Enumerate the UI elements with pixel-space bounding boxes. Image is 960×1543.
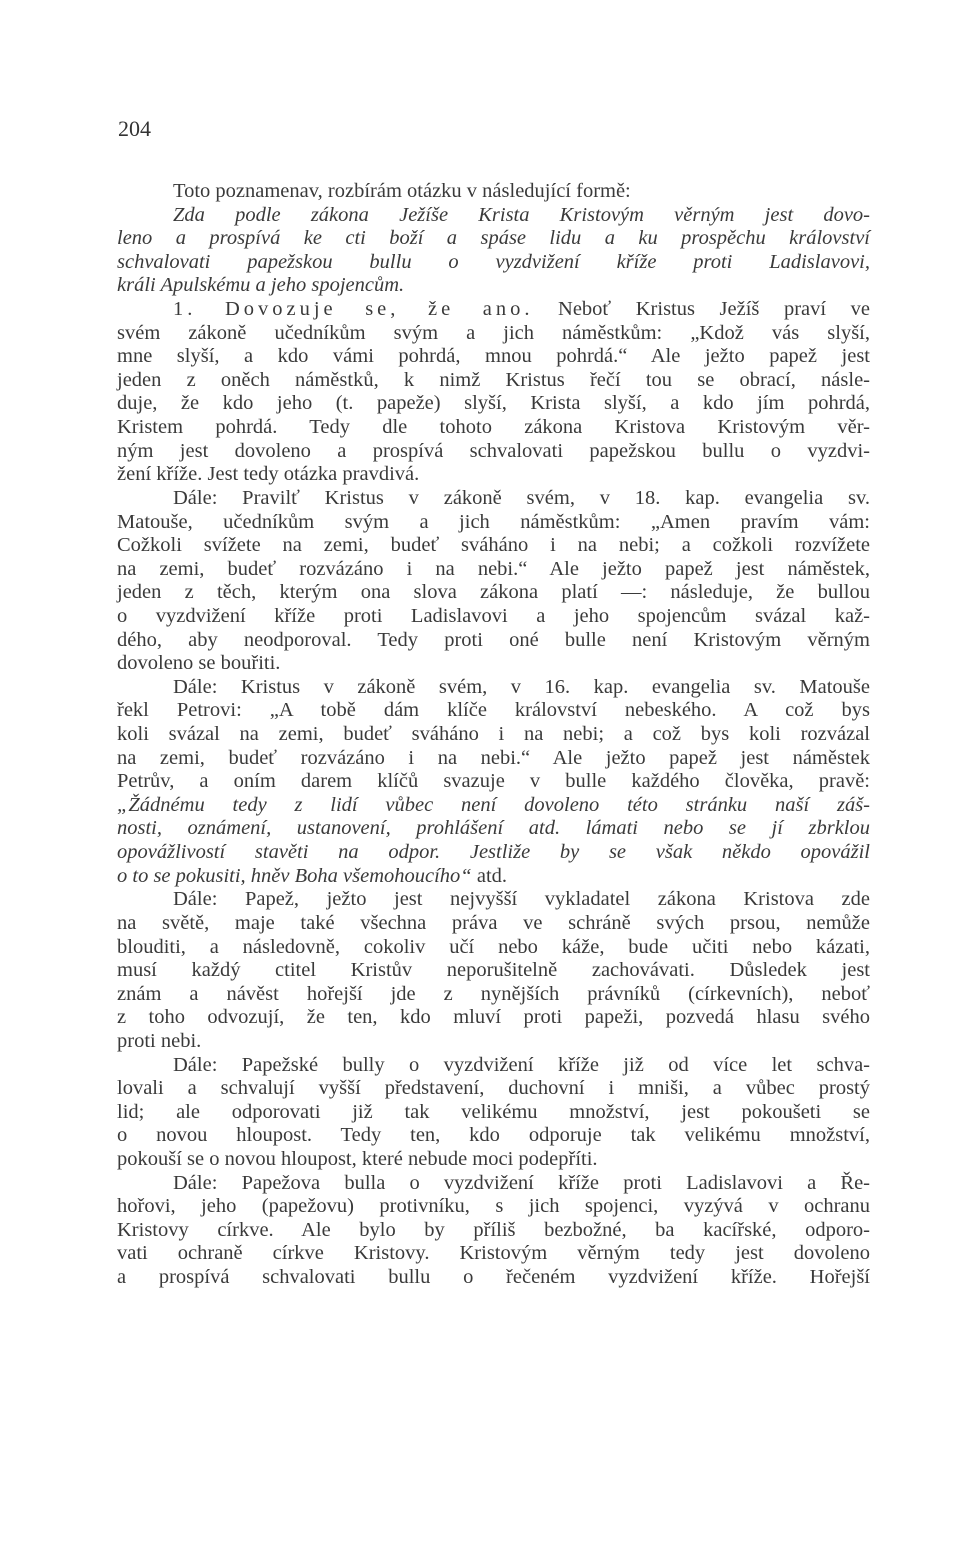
text-line <box>117 817 870 841</box>
line-text: musí každý ctitel Kristův neporušitelně zachovávati. Důsledek jest <box>117 959 870 982</box>
line-text: leno a prospívá ke cti boží a spáse lidu a ku prospěchu království <box>117 227 870 250</box>
text-line <box>117 1124 870 1148</box>
text-line <box>117 440 870 464</box>
text-line <box>117 322 870 346</box>
line-text: Matouše, učedníkům svým a jich náměstkům: „Amen pravím vám: <box>117 510 870 533</box>
line-text: Dále: Papežova bulla o vyzdvižení kříže proti Ladislavovi a Ře- <box>173 1171 870 1194</box>
line-text: Dále: Pravilť Kristus v zákoně svém, v 18. kap. evangelia sv. <box>173 486 870 509</box>
text-line <box>117 345 870 369</box>
text-line <box>117 369 870 393</box>
body-text <box>117 180 870 1290</box>
text-line <box>117 274 870 298</box>
text-line <box>117 487 870 511</box>
line-lead: 1. Dovozuje se, že ano. <box>173 298 534 321</box>
text-line <box>117 392 870 416</box>
line-text: svém zákoně učedníkům svým a jich náměstkům: „Kdož vás slyší, <box>117 321 870 344</box>
text-line <box>117 983 870 1007</box>
line-text: na zemi, budeť rozvázáno i na nebi.“ Ale ježto papež jest náměstek, <box>117 557 870 580</box>
text-line <box>117 581 870 605</box>
text-line <box>117 888 870 912</box>
text-line <box>117 699 870 723</box>
text-line <box>117 1148 870 1172</box>
text-line <box>117 511 870 535</box>
text-line <box>117 1101 870 1125</box>
text-line <box>117 1219 870 1243</box>
text-line <box>117 936 870 960</box>
line-text: znám a návěst hořejší jde z nynějších právníků (církevních), neboť <box>117 982 870 1005</box>
text-line <box>117 652 870 676</box>
page-number: 204 <box>118 116 151 141</box>
line-text: nosti, oznámení, ustanovení, prohlášení atd. lámati nebo se jí zbrklou <box>117 817 870 840</box>
line-text: na světě, maje také všechna práva ve schráně svých prsou, nemůže <box>117 911 870 934</box>
line-text: řekl Petrovi: „A tobě dám klíče království nebeského. A což bys <box>117 699 870 722</box>
line-text: lovali a schvalují vyšší představení, duchovní i mniši, a vůbec prostý <box>117 1077 870 1100</box>
text-line <box>117 298 870 322</box>
text-line <box>117 416 870 440</box>
line-text: mne slyší, a kdo vámi pohrdá, mnou pohrdá.“ Ale ježto papež jest <box>117 345 870 368</box>
line-text: duje, že kdo jeho (t. papeže) slyší, Krista slyší, a kdo jím pohrdá, <box>117 392 870 415</box>
line-text: Toto poznamenav, rozbírám otázku v následující formě: <box>173 180 631 202</box>
text-line <box>117 1172 870 1196</box>
text-line <box>117 558 870 582</box>
line-text: opovážlivostí stavěti na odpor. Jestliže by se však někdo opovážil <box>117 841 870 864</box>
text-line <box>117 841 870 865</box>
text-line <box>117 912 870 936</box>
line-text: žení kříže. Jest tedy otázka pravdivá. <box>117 463 420 486</box>
line-text: Dále: Papežské bully o vyzdvižení kříže již od více let schva- <box>173 1053 870 1076</box>
text-line <box>117 676 870 700</box>
text-line <box>117 1006 870 1030</box>
line-text: o novou hloupost. Tedy ten, kdo odporuje tak velikému množství, <box>117 1124 870 1147</box>
line-lead: o to se pokusiti, hněv Boha všemohoucího“ <box>117 864 472 887</box>
line-text: a prospívá schvalovati bullu o řečeném vyzdvižení kříže. Hořejší <box>117 1266 870 1289</box>
text-line <box>117 865 870 889</box>
line-text: Cožkoli svížete na zemi, budeť sváháno i na nebi; a cožkoli rozvížete <box>117 534 870 557</box>
text-line <box>117 723 870 747</box>
line-text: Neboť Kristus Ježíš praví ve <box>533 298 870 321</box>
line-text: hořovi, jeho (papežovu) protivníku, s jich spojenci, vyzývá v ochranu <box>117 1195 870 1218</box>
line-text: Kristem pohrdá. Tedy dle tohoto zákona Kristova Kristovým věr- <box>117 416 870 439</box>
text-line <box>117 959 870 983</box>
line-text: Petrův, a oním darem klíčů svazuje v bulle každého člověka, pravě: <box>117 770 870 793</box>
text-line <box>117 629 870 653</box>
line-text: o vyzdvižení kříže proti Ladislavovi a jeho spojencům svázal kaž- <box>117 604 870 627</box>
text-line <box>117 463 870 487</box>
line-text: „Žádnému tedy z lidí vůbec není dovoleno této stránku naší záš- <box>117 793 870 816</box>
line-text: Zda podle zákona Ježíše Krista Kristovým věrným jest dovo- <box>173 203 870 226</box>
line-text: ným jest dovoleno a prospívá schvalovati papežskou bullu o vyzdvi- <box>117 439 870 462</box>
line-text: z toho odvozují, že ten, kdo mluví proti papeži, pozvedá hlasu svého <box>117 1006 870 1029</box>
line-text: pokouší se o novou hloupost, které nebude moci podepříti. <box>117 1147 598 1170</box>
line-text: dovoleno se bouřiti. <box>117 652 281 675</box>
line-text: proti nebi. <box>117 1029 202 1052</box>
text-line <box>117 1054 870 1078</box>
line-text: na zemi, budeť rozvázáno i na nebi.“ Ale ježto papež jest náměstek <box>117 746 870 769</box>
line-text: atd. <box>471 864 508 887</box>
line-text: králi Apulskému a jeho spojencům. <box>117 274 405 297</box>
line-text: koli svázal na zemi, budeť sváháno i na nebi; a což bys koli rozvázal <box>117 723 870 746</box>
text-line <box>117 605 870 629</box>
text-line <box>117 180 870 204</box>
text-line <box>117 204 870 228</box>
text-line <box>117 770 870 794</box>
line-text: jeden z těch, kterým ona slova zákona platí —: následuje, že bullou <box>117 581 870 604</box>
line-text: vati ochraně církve Kristovy. Kristovým věrným tedy jest dovoleno <box>117 1242 870 1265</box>
line-text: Dále: Kristus v zákoně svém, v 16. kap. evangelia sv. Matouše <box>173 675 870 698</box>
text-line <box>117 534 870 558</box>
text-line <box>117 1030 870 1054</box>
line-text: jeden z oněch náměstků, k nimž Kristus řečí tou se obrací, násle- <box>117 368 870 391</box>
text-line <box>117 1077 870 1101</box>
text-line <box>117 251 870 275</box>
line-text: blouditi, a následovně, cokoliv učí nebo káže, bude učiti nebo kázati, <box>117 935 870 958</box>
line-text: Dále: Papež, ježto jest nejvyšší vykladatel zákona Kristova zde <box>173 888 870 911</box>
line-text: schvalovati papežskou bullu o vyzdvižení kříže proti Ladislavovi, <box>117 250 870 273</box>
text-line <box>117 1242 870 1266</box>
text-line <box>117 794 870 818</box>
line-text: Kristovy církve. Ale bylo by příliš bezbožné, ba kacířské, odporo- <box>117 1218 870 1241</box>
text-line <box>117 1195 870 1219</box>
text-line <box>117 747 870 771</box>
line-text: lid; ale odporovati již tak velikému množství, jest pokoušeti se <box>117 1100 870 1123</box>
text-line <box>117 1266 870 1290</box>
line-text: dého, aby neodporoval. Tedy proti oné bulle není Kristovým věrným <box>117 628 870 651</box>
text-line <box>117 227 870 251</box>
